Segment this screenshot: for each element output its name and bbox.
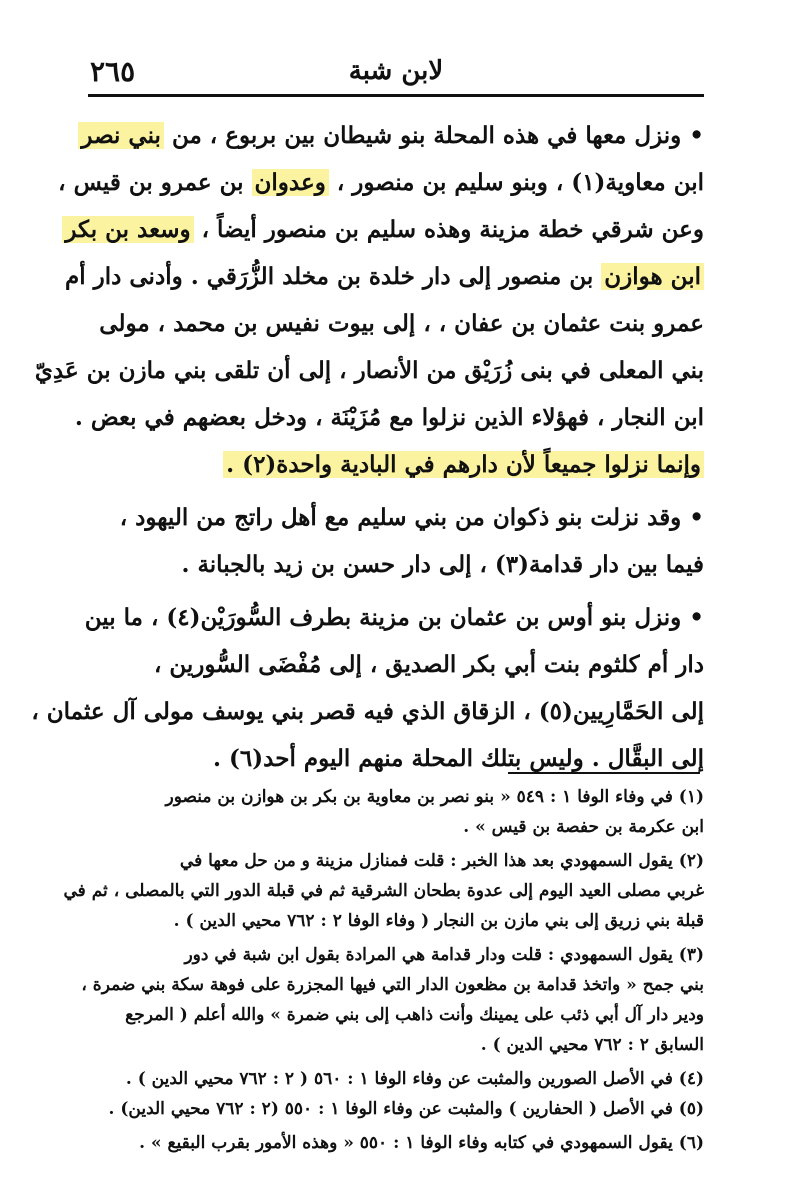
highlight-last-line: وإنما نزلوا جميعاً لأن دارهم في البادية واحدة(٢) .	[223, 451, 704, 478]
highlight-saad-bin-bakr: وسعد بن بكر	[62, 216, 193, 243]
text-line: بني المعلى في بنى زُرَيْق من الأنصار ، إلى أن تلقى بني مازن بن عَدِيّ	[34, 357, 704, 384]
footnote-line: قبلة بني زريق إلى بني مازن بن النجار ( وفاء الوفا ٢ : ٧٦٢ محيي الدين ) .	[173, 911, 704, 931]
text-line: ابن النجار ، فهؤلاء الذين نزلوا مع مُزَيْنَة ، ودخل بعضهم في بعض .	[74, 404, 704, 431]
footnote-line: (١) في وفاء الوفا ١ : ٥٤٩ « بنو نصر بن معاوية بن بكر بن هوازن بن منصور	[165, 787, 704, 807]
text-line	[81, 112, 704, 159]
footnotes	[63, 782, 704, 1158]
footnote-line: (٥) في الأصل ( الحفارين ) والمثبت عن وفاء الوفا ١ : ٥٥٠ (٢ : ٧٦٢ محيي الدين) .	[108, 1099, 704, 1119]
page-header	[90, 52, 702, 90]
footnote-line: (٤) في الأصل الصورين والمثبت عن وفاء الوفا ١ : ٥٦٠ ( ٢ : ٧٦٢ محيي الدين ) .	[125, 1069, 704, 1089]
text-line: دار أم كلثوم بنت أبي بكر الصديق ، إلى مُفْضَى السُّورين ،	[153, 651, 704, 678]
footnote-line: غربي مصلى العيد اليوم إلى عدوة بطحان الشرقية ثم في قبلة الدور التي بالمصلى ، ثم في	[63, 881, 704, 901]
text-fragment: • ونزل معها في هذه المحلة بنو شيطان بين بربوع ، من	[171, 122, 704, 149]
text-line: إلى البقَّال . وليس بتلك المحلة منهم اليوم أحد(٦) .	[213, 745, 704, 772]
text-line	[65, 206, 704, 253]
text-line	[58, 159, 704, 206]
text-line	[65, 253, 704, 300]
footnote-line: السابق ٢ : ٧٦٢ محيي الدين ) .	[480, 1035, 704, 1055]
footnote-rule	[508, 772, 700, 774]
running-title: لابن شبة	[348, 56, 444, 86]
text-fragment: بن منصور إلى دار خلدة بن مخلد الزُّرَقي . وأدنى دار أم	[65, 263, 594, 290]
highlight-adwan: وعدوان	[252, 169, 329, 196]
text-line: فيما بين دار قدامة(٣) ، إلى دار حسن بن زيد بالجبانة .	[181, 551, 704, 578]
header-rule	[88, 94, 704, 97]
text-line: عمرو بنت عثمان بن عفان ، ، إلى بيوت نفيس بن محمد ، مولى	[99, 310, 704, 337]
text-line: • وقد نزلت بنو ذكوان من بني سليم مع أهل راتج من اليهود ،	[119, 504, 704, 531]
footnote-line: ودير دار آل أبي ذئب على يمينك وأنت ذاهب إلى بني ضمرة » والله أعلم ( المرجع	[125, 1005, 704, 1025]
footnote-line: ابن عكرمة بن حفصة بن قيس » .	[463, 817, 704, 837]
text-fragment: ابن معاوية(١) ، وبنو سليم بن منصور ،	[336, 169, 704, 196]
page-number: ٢٦٥	[90, 54, 136, 88]
text-fragment: وعن شرقي خطة مزينة وهذه سليم بن منصور أيضاً ،	[201, 216, 704, 243]
text-line: إلى الحَمَّارِيين(٥) ، الزقاق الذي فيه قصر بني يوسف مولى آل عثمان ،	[31, 698, 704, 725]
text-fragment: بن عمرو بن قيس ،	[58, 169, 244, 196]
main-text	[31, 112, 704, 782]
text-line: • ونزل بنو أوس بن عثمان بن مزينة بطرف السُّورَيْن(٤) ، ما بين	[84, 604, 704, 631]
highlight-bani-nasr: بني نصر	[78, 122, 164, 149]
footnote-line: بني جمح « واتخذ قدامة بن مظعون الدار التي فيها المجزرة على فوهة سكة بني ضمرة ،	[81, 975, 704, 995]
text-line	[88, 441, 704, 488]
footnote-line: (٦) يقول السمهودي في كتابه وفاء الوفا ١ : ٥٥٠ « وهذه الأمور بقرب البقيع » .	[139, 1133, 704, 1153]
footnote-line: (٢) يقول السمهودي بعد هذا الخبر : قلت فمنازل مزينة و من حل معها في	[179, 851, 704, 871]
footnote-line: (٣) يقول السمهودي : قلت ودار قدامة هي المرادة بقول ابن شبة في دور	[184, 945, 704, 965]
highlight-ibn-hawazin: ابن هوازن	[601, 263, 704, 290]
